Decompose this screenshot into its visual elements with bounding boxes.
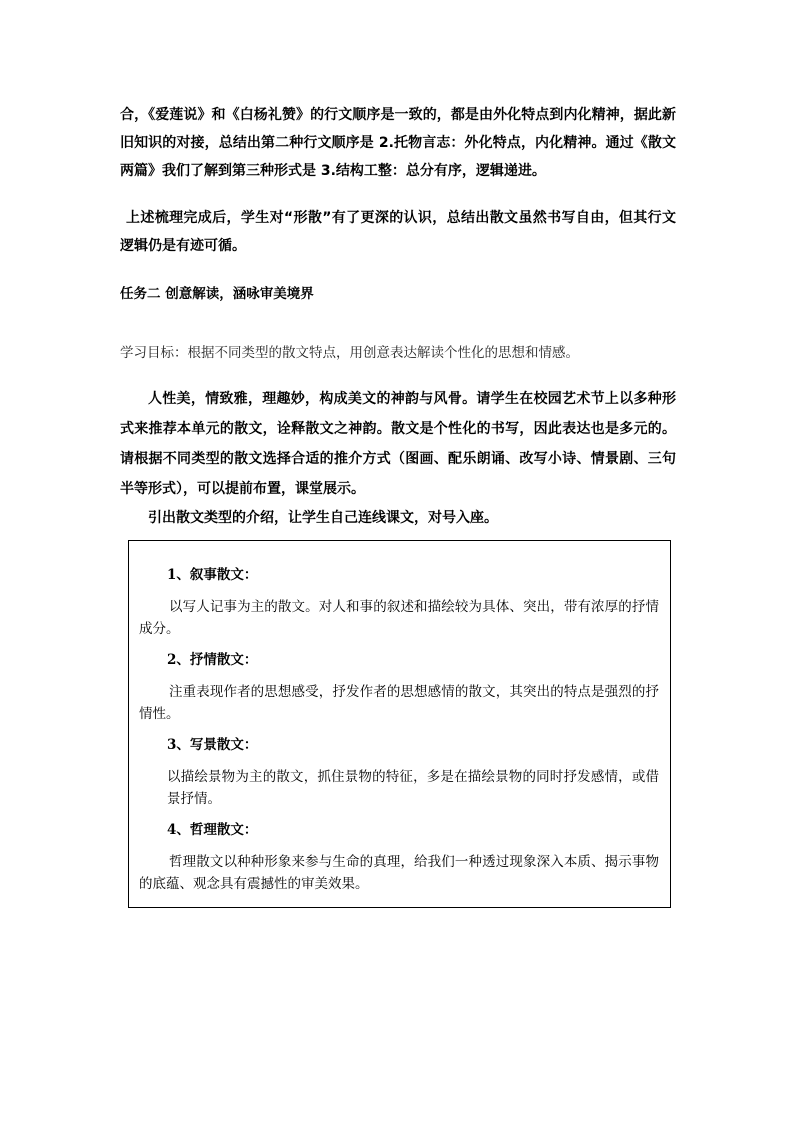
essay-type-heading: 4、哲理散文：: [167, 822, 258, 838]
paragraph-writing-order: 合，《爱莲说》和《白杨礼赞》的行文顺序是一致的，都是由外化特点到内化精神，据此新旧知识的对接，总结出第二种行文顺序是 2.托物言志：外化特点，内化精神。通过《散文两篇》我们了解到第三种形式是 3.结构工整：总分有序，逻辑递进。: [120, 107, 676, 179]
paragraph-intro-types: 引出散文类型的介绍，让学生自己连线课文，对号入座。: [148, 510, 498, 526]
task2-heading: 任务二 创意解读，涵咏审美境界: [120, 286, 314, 302]
essay-types-box: [128, 540, 671, 908]
essay-type-description: 以写人记事为主的散文。对人和事的叙述和描绘较为具体、突出，带有浓厚的抒情成分。: [139, 599, 659, 637]
learning-goal: 学习目标：根据不同类型的散文特点，用创意表达解读个性化的思想和情感。: [120, 345, 579, 361]
essay-type-heading: 2、抒情散文：: [167, 652, 258, 668]
essay-type-heading: 3、写景散文：: [167, 737, 258, 753]
essay-type-heading: 1、叙事散文：: [167, 567, 258, 583]
essay-type-description: 哲理散文以种种形象来参与生命的真理，给我们一种透过现象深入本质、揭示事物的底蕴、观念具有震撼性的审美效果。: [139, 854, 659, 892]
essay-type-description: 注重表现作者的思想感受，抒发作者的思想感情的散文，其突出的特点是强烈的抒情性。: [139, 684, 659, 722]
essay-type-description: 以描绘景物为主的散文，抓住景物的特征，多是在描绘景物的同时抒发感情，或借景抒情。: [167, 769, 659, 807]
paragraph-summary: 上述梳理完成后，学生对“形散”有了更深的认识，总结出散文虽然书写自由，但其行文逻辑仍是有迹可循。: [120, 210, 676, 254]
paragraph-activity: 人性美，情致雅，理趣妙，构成美文的神韵与风骨。请学生在校园艺术节上以多种形式来推荐本单元的散文，诠释散文之神韵。散文是个性化的书写，因此表达也是多元的。请根据不同类型的散文选择合适的推介方式（图画、配乐朗诵、改写小诗、情景剧、三句半等形式），可以提前布置，课堂展示。: [120, 391, 676, 497]
